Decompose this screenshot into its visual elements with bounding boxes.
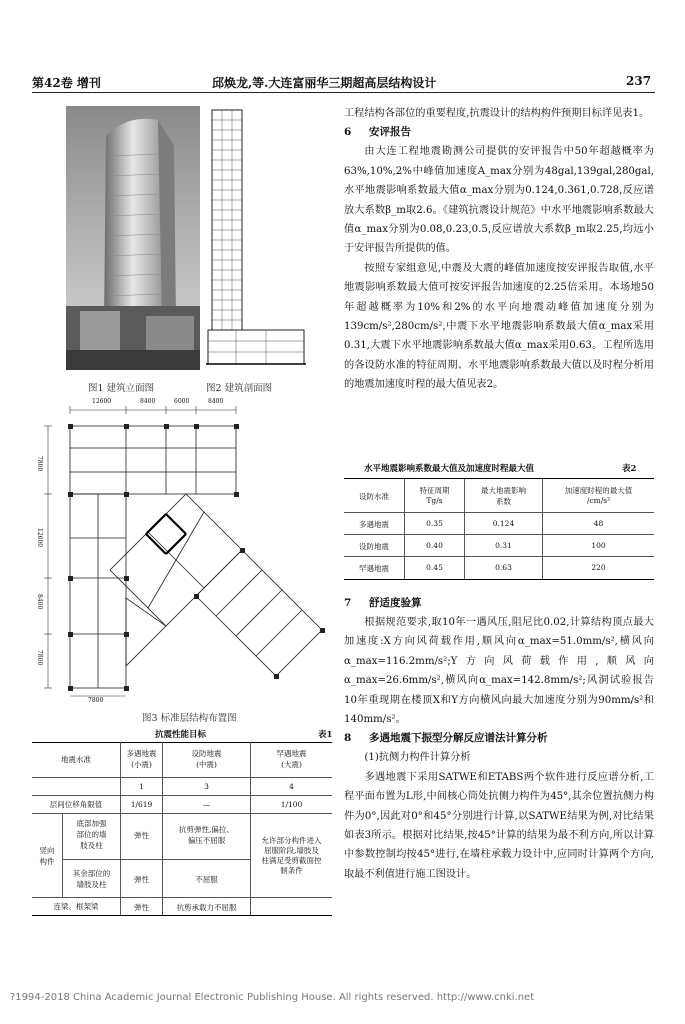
t2-r0-c3: 48 [542,513,654,534]
table-1-title: 抗震性能目标 [155,730,207,740]
t1-base-walls-c1: 弹性 [121,814,162,860]
dim-top-2: 8400 [140,398,156,405]
dim-top-3: 6000 [174,398,190,405]
t1-level-1: 1 [120,778,162,795]
section-7-title: 舒适度验算 [369,597,422,609]
right-column-bottom [344,594,654,884]
section-6-paragraph-1: 由大连工程地震勘测公司提供的安评报告中50年超越概率为63%,10%,2%中峰值加速度A_max分别为48gal,139gal,280gal,水平地震影响系数最大值α_max分别为0.124,0.361,0.728,反应谱放大系数β_m取2.6。《建筑抗震设计规范》中水平地震影响系数最大值α_max分别为0.08,0.23,0.5,反应谱放大系数β_m取2.25,均远小于安评报告所提供的值。 [344,146,654,255]
dim-left-2: 12600 [36,528,43,548]
t1-beams-c1: 弹性 [120,898,162,915]
t1-other-walls-c2: 不屈服 [195,875,218,884]
t1-row-drift-c1: 1/619 [120,796,162,813]
t1-head-major: 罕遇地震 (大震) [250,742,332,777]
figure-3-caption: 图3 标准层结构布置图 [142,713,237,724]
figure-2-caption: 图2 建筑剖面图 [206,383,273,394]
t1-vertical-members-label: 竖向 构件 [39,845,55,866]
t1-head-moderate: 设防地震 (中震) [162,742,250,777]
table-1-label: 表1 [318,730,333,740]
table-row [344,513,654,535]
running-title: 邱焕龙,等.大连富丽华三期超高层结构设计 [212,76,437,90]
section-8-subheading: (1)抗侧力构件计算分析 [364,752,471,764]
t2-r2-c2: 0.63 [464,557,542,579]
t1-base-walls-label: 底部加强 部位的墙 肢及柱 [63,814,120,860]
t2-r1-c1: 0.40 [404,535,464,556]
t1-level-4: 4 [250,778,332,795]
section-8-heading [344,729,654,748]
page-number: 237 [626,74,652,88]
table-1 [32,742,332,916]
table-2 [344,478,654,580]
t2-r1-c0: 设防地震 [359,542,389,551]
t2-r1-c3: 100 [542,535,654,556]
t2-r0-c1: 0.35 [404,513,464,534]
table-2-title: 水平地震影响系数最大值及加速度时程最大值 [364,464,535,474]
table-2-label: 表2 [622,464,637,474]
t2-r0-c0: 多遇地震 [359,520,389,529]
section-6-title: 安评报告 [369,126,411,139]
t1-other-walls-label: 其余部位的 墙肢及柱 [72,869,111,889]
t1-level-3: 3 [162,778,250,795]
t1-walls-c3: 允许部分构件进入 屈服阶段,墙肢及 柱满足受剪截面控 制条件 [250,814,332,897]
t2-head-2: 最大地震影响 系数 [464,479,542,512]
figure-1-building-photo [66,106,200,370]
header-rule [32,92,655,93]
t2-head-3: 加速度时程的最大值 /cm/s² [542,479,654,512]
t2-r2-c3: 220 [542,557,654,579]
figure-1-caption: 图1 建筑立面图 [88,383,155,394]
dim-left-4: 7800 [36,650,43,666]
t2-r2-c0: 罕遇地震 [359,564,389,573]
t1-beams-c3 [250,898,332,915]
dim-left-3: 8400 [36,594,43,610]
dim-top-1: 12600 [92,398,112,405]
table-row [344,535,654,557]
t1-row-drift-c2: — [162,796,250,813]
section-6-heading [344,123,654,142]
t1-head-level: 地震水准 [61,755,91,764]
t1-other-walls-c1: 弹性 [134,875,149,884]
t2-r1-c2: 0.31 [464,535,542,556]
copyright-footer: ?1994-2018 China Academic Journal Electronic Publishing House. All rights reserved. http://www.cnki.net [10,992,535,1003]
t2-head-0: 设防水准 [359,492,389,501]
figure-2-section-drawing [206,106,306,370]
table-row [344,557,654,579]
t2-r2-c1: 0.45 [404,557,464,579]
section-8-number: 8 [344,732,352,745]
intro-paragraph: 工程结构各部位的重要程度,抗震设计的结构构件预期目标详见表1。 [344,108,650,119]
dim-bottom-1: 7800 [88,697,104,704]
section-7-number: 7 [344,597,352,609]
t1-beams-c2: 抗剪承载力不屈服 [162,898,250,915]
t1-row-drift-label: 层间位移角限值 [49,800,103,809]
section-7-paragraph-1: 根据规范要求,取10年一遇风压,阻尼比0.02,计算结构顶点最大加速度:X方向风荷载作用,顺风向α_max=51.0mm/s²,横风向α_max=116.2mm/s²;Y方向风荷载作用,顺风向α_max=26.6mm/s²,横风向α_max=142.8mm/s²;风洞试验报告10年重现期在楼顶X和Y方向横风向最大加速度分别为90mm/s²和140mm/s²。 [344,617,654,726]
t1-beams-label: 连梁、框架梁 [53,902,99,911]
section-6-paragraph-2: 按照专家组意见,中震及大震的峰值加速度按安评报告取值,水平地震影响系数最大值可按安评报告加速度的2.25倍采用。本场地50年超越概率为10%和2%的水平向地震动峰值加速度分别为139cm/s²,280cm/s²,中震下水平地震影响系数最大值α_max采用0.31,大震下水平地震影响系数最大值α_max采用0.63。工程所选用的各设防水准的特征周期、水平地震影响系数最大值以及时程分析用的地震加速度时程的最大值见表2。 [344,262,654,391]
right-column-top [344,104,654,395]
t1-row-drift-c3: 1/100 [250,796,332,813]
journal-volume: 第42卷 增刊 [32,76,101,90]
section-6-number: 6 [344,126,352,139]
t1-base-walls-c2: 抗剪弹性,偏拉、 偏压不屈服 [163,814,250,860]
dim-left-1: 7800 [36,456,43,472]
dim-top-4: 8400 [208,398,224,405]
figure-3-structural-plan [36,398,332,704]
section-8-paragraph-1: 多遇地震下采用SATWE和ETABS两个软件进行反应谱分析,工程平面布置为L形,中间核心筒处抗侧力构件为45°,其余位置抗侧力构件为0°,因此对0°和45°分别进行计算,以SATWE结果为例,对比结果如表3所示。根据对比结果,按45°计算的结果为最不利方向,所以计算中参数控制均按45°进行,在墙柱承载力设计中,应同时计算两个方向,取最不利值进行施工图设计。 [344,771,654,880]
t2-head-1: 特征周期 Tg/s [404,479,464,512]
t2-r0-c2: 0.124 [464,513,542,534]
t1-head-minor: 多遇地震 (小震) [120,742,162,777]
section-7-heading [344,594,654,613]
section-8-title: 多遇地震下振型分解反应谱法计算分析 [369,732,548,745]
